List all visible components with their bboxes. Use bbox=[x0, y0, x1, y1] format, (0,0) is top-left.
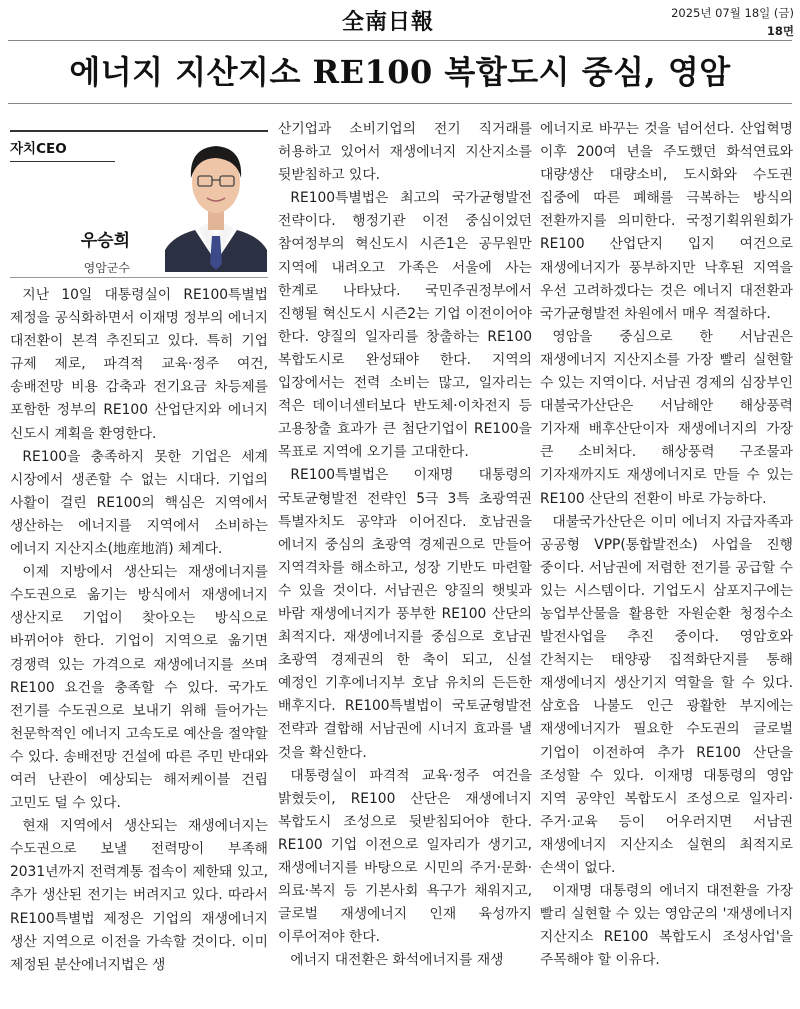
paragraph: 에너지로 바꾸는 것을 넘어선다. 산업혁명 이후 200여 년을 주도했던 화석연료와 대량생산 대량소비, 도시화와 수도권 집중에 따른 폐해를 극복하는 방식의 전환까지를 의미한다. 국정기획위원회가 RE100 산업단지 입지 여건으로 재생에너지가 풍부하지만 낙후된 지역을 우선 고려하겠다는 것은 에너지 대전환과 국가균형발전 차원에서 매우 적절하다. bbox=[540, 121, 793, 322]
paragraph: 대통령실이 파격적 교육·정주 여건을 밝혔듯이, RE100 산단은 재생에너지 복합도시 조성으로 뒷받침되어야 한다. RE100 기업 이전으로 일자리가 생기고, 재생에너지를 바탕으로 시민의 주거·문화·의료·복지 등 기본사회 욕구가 채워지고, 글로벌 재생에너지 인재 육성까지 이루어져야 한다. bbox=[278, 767, 532, 946]
headline-rule bbox=[8, 103, 792, 104]
paragraph: 에너지 대전환은 화석에너지를 재생 bbox=[290, 952, 504, 969]
paragraph: 이재명 대통령의 에너지 대전환을 가장 빨리 실현할 수 있는 영암군의 '재생에너지 지산지소 RE100 복합도시 조성사업'을 주목해야 할 이유다. bbox=[540, 883, 793, 969]
author-role: 영암군수 bbox=[83, 261, 130, 275]
paragraph: 산기업과 소비기업의 전기 직거래를 허용하고 있어서 재생에너지 지산지소를 뒷받침하고 있다. bbox=[278, 121, 532, 184]
paragraph: 지난 10일 대통령실이 RE100특별법 제정을 공식화하면서 이재명 정부의 에너지 대전환이 본격 추진되고 있다. 특히 기업 규제 제로, 파격적 교육·정주 여건, 송배전망 비용 감축과 전기요금 차등제를 포함한 정부의 RE100 산업단지와 에너지 신도시 계획을 환영한다. bbox=[10, 287, 268, 442]
article-column-2 bbox=[278, 118, 532, 972]
article-column-3 bbox=[540, 118, 793, 972]
paragraph: 영암을 중심으로 한 서남권은 재생에너지 지산지소를 가장 빨리 실현할 수 있는 지역이다. 서남권 경제의 심장부인 대불국가산단은 서남해안 해상풍력 기자재 배후산단이자 재생에너지의 가장 큰 소비처다. 해상풍력 구조물과 기자재까지도 재생에너지로 만들 수 있는 RE100 산단의 전환이 바로 가능하다. bbox=[540, 328, 793, 507]
paragraph: 이제 지방에서 생산되는 재생에너지를 수도권으로 옮기는 방식에서 재생에너지 생산지로 기업이 찾아오는 방식으로 바뀌어야 한다. 기업이 지역으로 옮기면 경쟁력 있는 가격으로 재생에너지를 쓰며 RE100 요건을 충족할 수 있다. 국가도 전기를 수도권으로 보내기 위해 들어가는 천문학적인 에너지 고속도로 예산을 절약할 수 있다. 송배전망 건설에 따른 주민 반대와 여러 난관이 예상되는 해저케이블 건립 고민도 덜 수 있다. bbox=[10, 564, 268, 812]
profile-bottom-rule bbox=[10, 277, 268, 278]
article-headline: 에너지 지산지소 RE100 복합도시 중심, 영암 bbox=[69, 53, 731, 91]
newspaper-logo: 全南日報 bbox=[342, 9, 435, 35]
badge-underline bbox=[10, 161, 115, 162]
paragraph: 대불국가산단은 이미 에너지 자급자족과 공공형 VPP(통합발전소) 사업을 진행 중이다. 서남권에 저렴한 전기를 공급할 수 있는 시스템이다. 기업도시 삼포지구에는 농업부산물을 활용한 자원순환 청정수소 발전사업을 추진 중이다. 영암호와 간척지는 태양광 집적화단지를 통해 재생에너지 생산기지 역할을 할 수 있다. 삼호읍 나불도 인근 광활한 부지에는 재생에너지가 필요한 수도권의 글로벌 기업이 이전하여 추가 RE100 산단을 조성할 수 있다. 이재명 대통령의 영암 지역 공약인 복합도시 조성으로 일자리·주거·교육 등이 어우러지면 서남권 재생에너지 지산지소 실현의 최적지로 손색이 없다. bbox=[540, 513, 793, 876]
paragraph: 현재 지역에서 생산되는 재생에너지는 수도권으로 보낼 전력망이 부족해 2031년까지 전력계통 접속이 제한돼 있고, 추가 생산된 전기는 버려지고 있다. 따라서 RE100특별법 제정은 기업의 재생에너지 생산 지역으로 이전을 가속할 것이다. 이미 제정된 분산에너지법은 생 bbox=[10, 818, 268, 973]
paragraph: RE100특별법은 최고의 국가균형발전 전략이다. 행정기관 이전 중심이었던 참여정부의 혁신도시 시즌1은 공무원만 지역에 내려오고 가족은 서울에 사는 한계로 나타났다. 국민주권정부에서 진행될 혁신도시 시즌2는 기업 이전이어야 한다. 양질의 일자리를 창출하는 RE100 복합도시로 완성돼야 한다. 지역의 입장에서는 전력 소비는 많고, 일자리는 적은 데이너센터보다 반도체·이차전지 등 고용창출 효과가 큰 첨단기업이 RE100을 목표로 지역에 오기를 고대한다. bbox=[278, 190, 532, 461]
article-column-1 bbox=[10, 112, 268, 977]
top-rule bbox=[8, 40, 792, 41]
author-name: 우승희 bbox=[80, 231, 130, 251]
masthead bbox=[0, 0, 800, 40]
page-number: 18면 bbox=[766, 24, 794, 38]
author-profile bbox=[10, 112, 268, 280]
issue-date: 2025년 07월 18일 (금) bbox=[671, 6, 794, 20]
paragraph: RE100을 충족하지 못한 기업은 세계 시장에서 생존할 수 없는 시대다. 기업의 사활이 걸린 RE100의 핵심은 지역에서 생산하는 에너지를 지역에서 소비하는 에너지 지산지소(地産地消) 체계다. bbox=[10, 448, 268, 558]
author-photo bbox=[165, 132, 267, 272]
column-badge: 자치CEO bbox=[10, 141, 67, 157]
paragraph: RE100특별법은 이재명 대통령의 국토균형발전 전략인 5극 3특 초광역권 특별자치도 공약과 이어진다. 호남권을 에너지 중심의 초광역 경제권으로 만들어 지역격차를 해소하고, 성장 기반도 마련할 수 있을 것이다. 서남권은 양질의 햇빛과 바람 재생에너지가 풍부한 RE100 산단의 최적지다. 재생에너지를 중심으로 호남권 초광역 경제권의 한 축이 되고, 신설 예정인 기후에너지부 호남 유치의 든든한 배후지다. RE100특별법이 국토균형발전 전략과 결합해 서남권에 시너지 효과를 낼 것을 확신한다. bbox=[278, 467, 532, 761]
